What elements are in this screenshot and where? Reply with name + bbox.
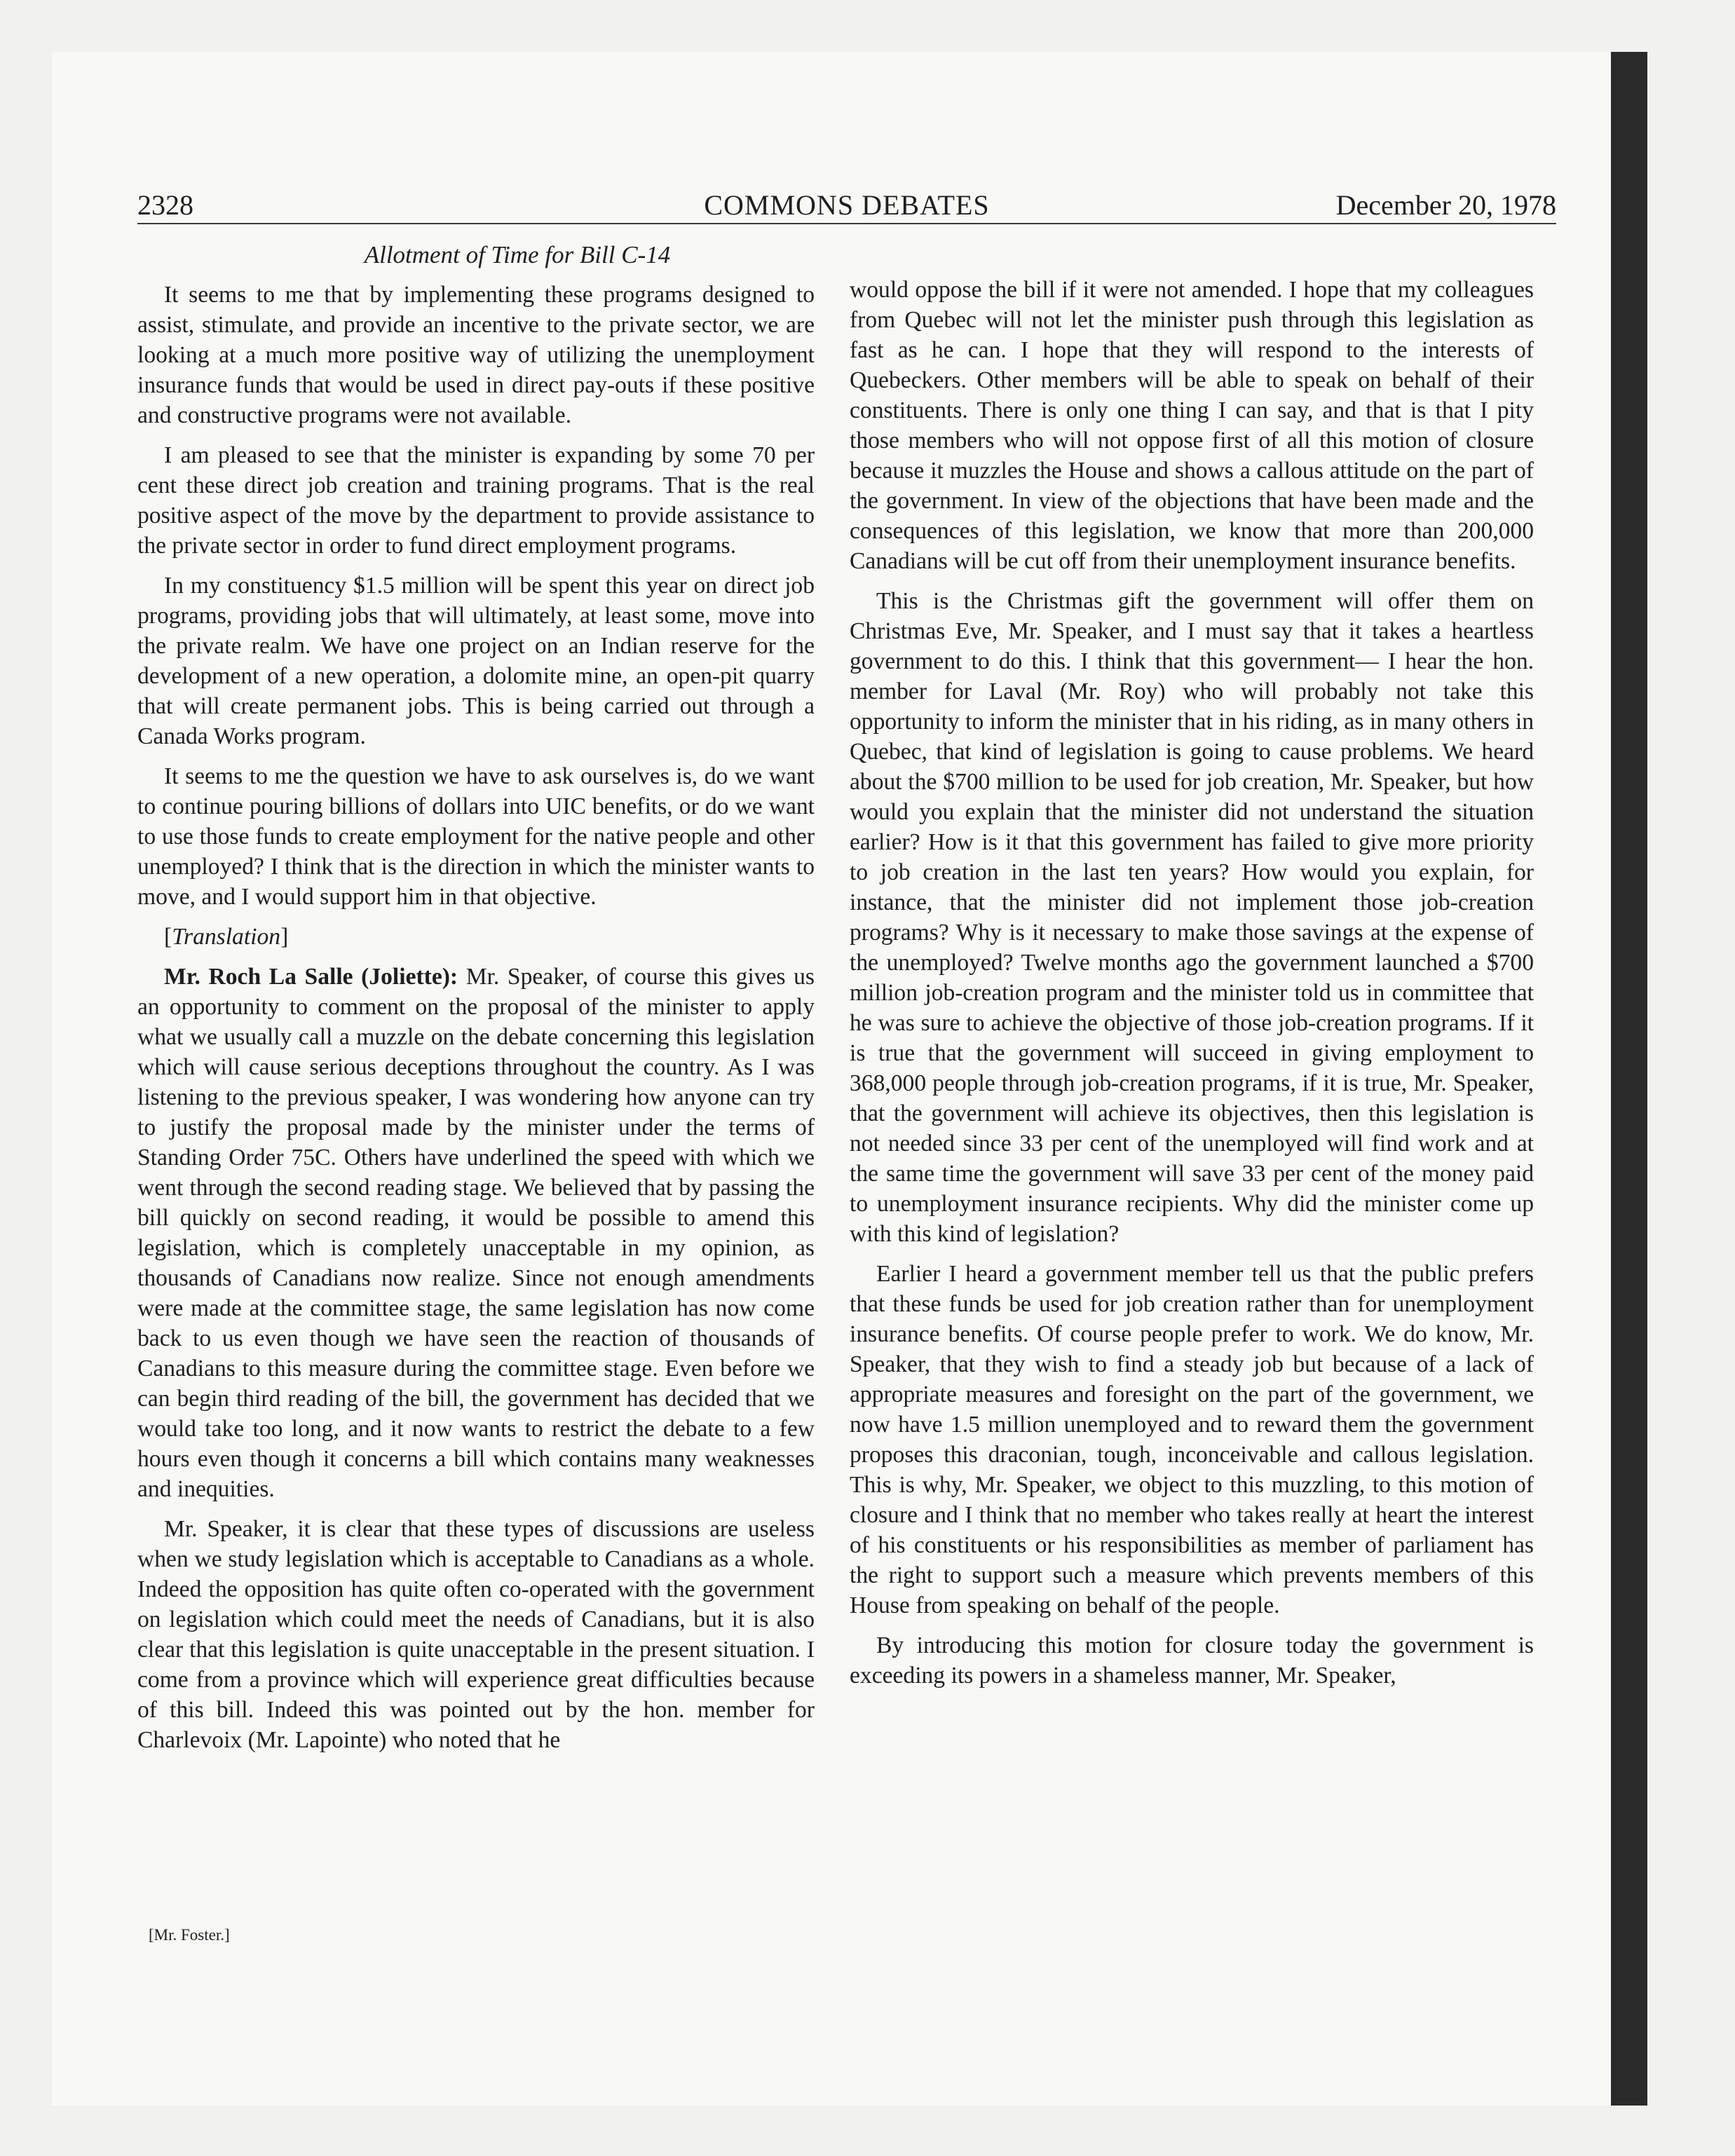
page-number: 2328 [137, 189, 193, 221]
paragraph: By introducing this motion for closure today the government is exceeding its powers in a shameless manner, Mr. Speaker, [850, 1632, 1534, 1688]
publication-title: COMMONS DEBATES [704, 189, 990, 221]
page-header [137, 188, 1556, 223]
left-column [137, 240, 815, 1765]
paragraph: would oppose the bill if it were not amended. I hope that my colleagues from Quebec will not let the minister push through this legislation as fast as he can. I hope that they will respond to the interests of Quebeckers. Other members will be able to speak on behalf of their constituents. There is only one thing I can say, and that is that I pity those members who will not oppose first of all this motion of closure because it muzzles the House and shows a callous attitude on the part of the government. In view of the objections that have been made and the consequences of this legislation, we know that more than 200,000 Canadians will be cut off from their unemployment insurance benefits. [850, 277, 1534, 574]
footnote: [Mr. Foster.] [149, 1926, 230, 1944]
bracket-open: [ [164, 924, 172, 950]
paragraph: This is the Christmas gift the government will offer them on Christmas Eve, Mr. Speaker, and I must say that it takes a heartless government to do this. I think that this government— I hear the hon. member for Laval (Mr. Roy) who will probably not take this opportunity to inform the minister that in his riding, as in many others in Quebec, that kind of legislation is going to cause problems. We heard about the $700 million to be used for job creation, Mr. Speaker, but how would you explain that the minister did not understand the situation earlier? How is it that this government has failed to give more priority to job creation in the last ten years? How would you explain, for instance, that the minister did not implement those job-creation programs? Why is it necessary to make those savings at the expense of the unemployed? Twelve months ago the government launched a $700 million job-creation program and the minister told us in committee that he was sure to achieve the objective of those job-creation programs. If it is true that the government will succeed in giving employment to 368,000 people through job-creation programs, if it is true, Mr. Speaker, that the government will achieve its objectives, then this legislation is not needed since 33 per cent of the unemployed will find work and at the same time the government will save 33 per cent of the money paid to unemployment insurance recipients. Why did the minister come up with this kind of legislation? [850, 588, 1534, 1247]
issue-date: December 20, 1978 [1335, 189, 1556, 221]
paragraph: Mr. Speaker, it is clear that these types of discussions are useless when we study legislation which is acceptable to Canadians as a whole. Indeed the opposition has quite often co-operated with the government on legislation which could meet the needs of Canadians, but it is also clear that this legislation is quite unacceptable in the present situation. I come from a province which will experience great difficulties because of this bill. Indeed this was pointed out by the hon. member for Charlevoix (Mr. Lapointe) who noted that he [137, 1516, 815, 1753]
speech-paragraph [137, 962, 815, 1504]
paragraph: It seems to me the question we have to ask ourselves is, do we want to continue pouring billions of dollars into UIC benefits, or do we want to use those funds to create employment for the native people and other unemployed? I think that is the direction in which the minister wants to move, and I would support him in that objective. [137, 763, 815, 910]
paragraph: In my constituency $1.5 million will be spent this year on direct job programs, providing jobs that will ultimately, at least some, move into the private realm. We have one project on an Indian reserve for the development of a new operation, a dolomite mine, an open-pit quarry that will create permanent jobs. This is being carried out through a Canada Works program. [137, 573, 815, 749]
header-rule [137, 223, 1556, 224]
paragraph: It seems to me that by implementing these programs designed to assist, stimulate, and provide an incentive to the private sector, we are looking at a much more positive way of utilizing the unemployment insurance funds that would be used in direct pay-outs if these positive and constructive programs were not available. [137, 282, 815, 428]
speaker-name: Mr. Roch La Salle (Joliette): [164, 964, 458, 990]
paragraph: Earlier I heard a government member tell us that the public prefers that these funds be used for job creation rather than for unemployment insurance benefits. Of course people prefer to work. We do know, Mr. Speaker, that they wish to find a steady job but because of a lack of appropriate measures and foresight on the part of the government, we now have 1.5 million unemployed and to reward them the government proposes this draconian, tough, inconceivable and callous legislation. This is why, Mr. Speaker, we object to this muzzling, to this motion of closure and I think that no member who takes really at heart the interest of his constituents or his responsibilities as member of parliament has the right to support such a measure which prevents members of this House from speaking on behalf of the people. [850, 1261, 1534, 1618]
translation-marker [137, 922, 815, 952]
translation-label: Translation [172, 924, 281, 950]
section-title: Allotment of Time for Bill C-14 [364, 241, 671, 268]
speech-text: Mr. Speaker, of course this gives us an opportunity to comment on the proposal of the minister to apply what we usually call a muzzle on the debate concerning this legislation which will cause serious deceptions throughout the country. As I was listening to the previous speaker, I was wondering how anyone can try to justify the proposal made by the minister under the terms of Standing Order 75C. Others have underlined the speed with which we went through the second reading stage. We believed that by passing the bill quickly on second reading, it would be possible to amend this legislation, which is completely unacceptable in my opinion, as thousands of Canadians now realize. Since not enough amendments were made at the committee stage, the same legislation has now come back to us even though we have seen the reaction of thousands of Canadians to this measure during the committee stage. Even before we can begin third reading of the bill, the government has decided that we would take too long, and it now wants to restrict the debate to a few hours even though it concerns a bill which contains many weaknesses and inequities. [137, 964, 815, 1502]
binding-edge [1611, 52, 1647, 2106]
bracket-close: ] [280, 924, 289, 950]
paragraph: I am pleased to see that the minister is expanding by some 70 per cent these direct job creation and training programs. That is the real positive aspect of the move by the department to provide assistance to the private sector in order to fund direct employment programs. [137, 442, 815, 559]
right-column [850, 275, 1534, 1700]
